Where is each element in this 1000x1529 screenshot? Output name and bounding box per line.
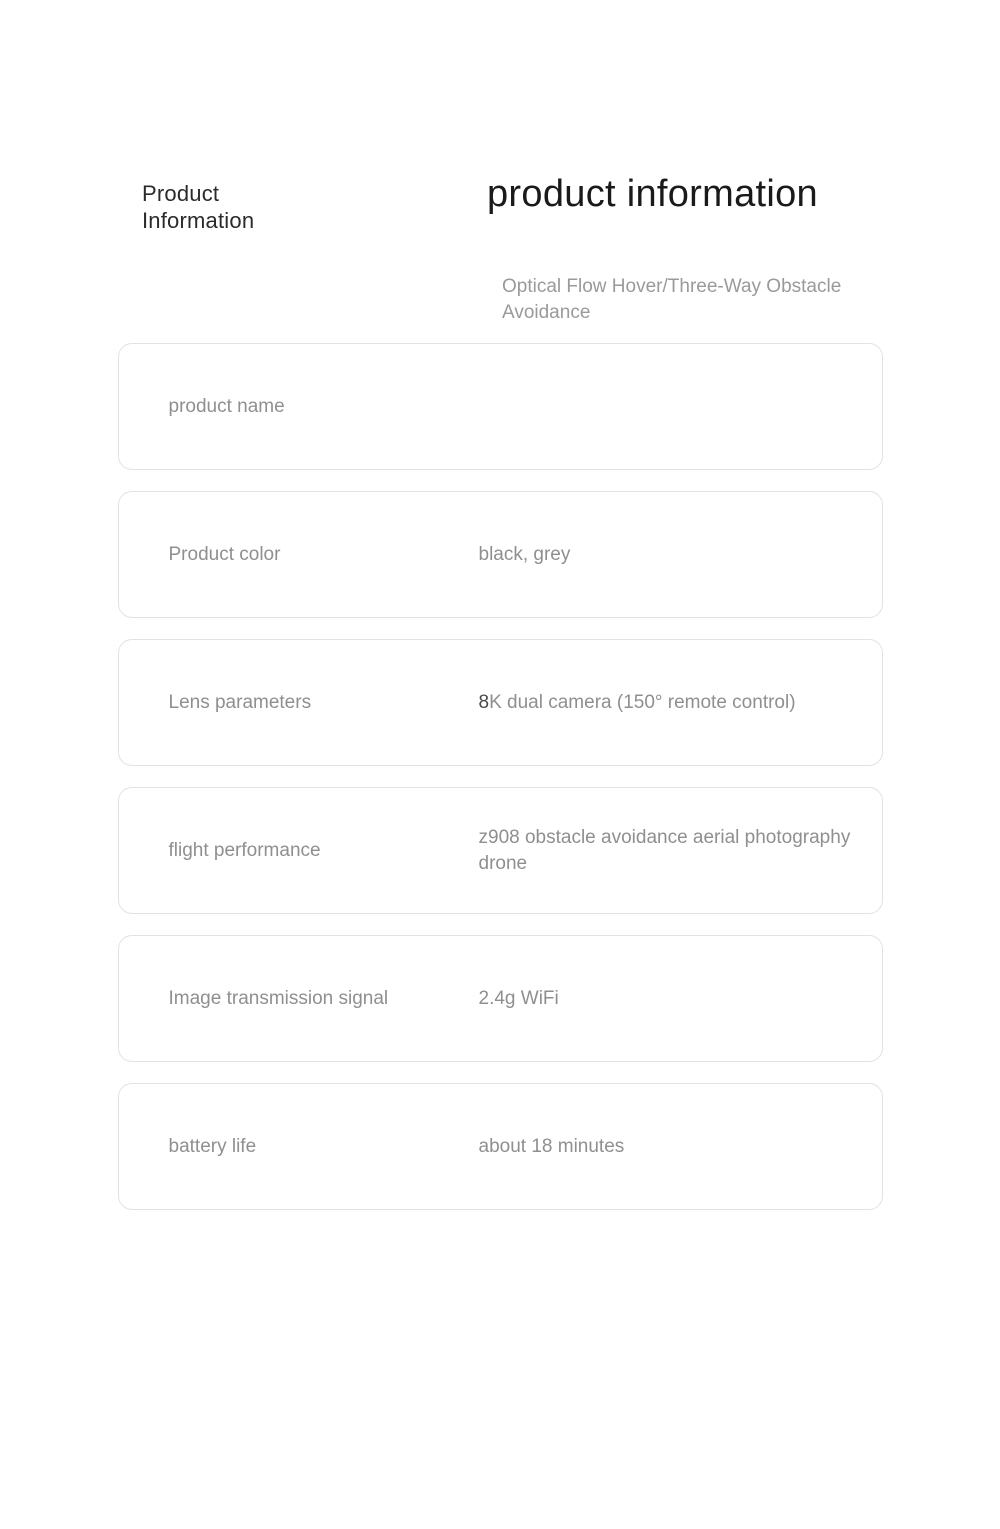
eyebrow-line-1: Product xyxy=(142,181,220,206)
spec-row xyxy=(118,787,883,914)
spec-label: product name xyxy=(168,395,285,417)
page-subtitle: Optical Flow Hover/Three-Way Obstacle Avoidance xyxy=(502,276,842,323)
spec-value: about 18 minutes xyxy=(478,1135,625,1157)
page-title: product information xyxy=(487,173,818,215)
spec-row xyxy=(118,491,883,618)
spec-label: Image transmission signal xyxy=(168,987,389,1009)
spec-label: battery life xyxy=(168,1135,257,1157)
spec-label: Lens parameters xyxy=(168,691,312,713)
page-header xyxy=(0,170,1000,240)
spec-row xyxy=(118,639,883,766)
eyebrow-line-2: Information xyxy=(142,208,255,233)
spec-row xyxy=(118,343,883,470)
spec-label: flight performance xyxy=(168,839,321,861)
spec-list xyxy=(0,343,1000,1210)
spec-label: Product color xyxy=(168,543,281,565)
spec-value: z908 obstacle avoidance aerial photography drone xyxy=(478,826,851,874)
spec-row xyxy=(118,935,883,1062)
spec-row xyxy=(118,1083,883,1210)
spec-value: black, grey xyxy=(478,543,571,565)
eyebrow-label xyxy=(142,180,402,234)
spec-value: 8K dual camera (150° remote control) xyxy=(478,691,796,713)
spec-value: 2.4g WiFi xyxy=(478,987,559,1009)
